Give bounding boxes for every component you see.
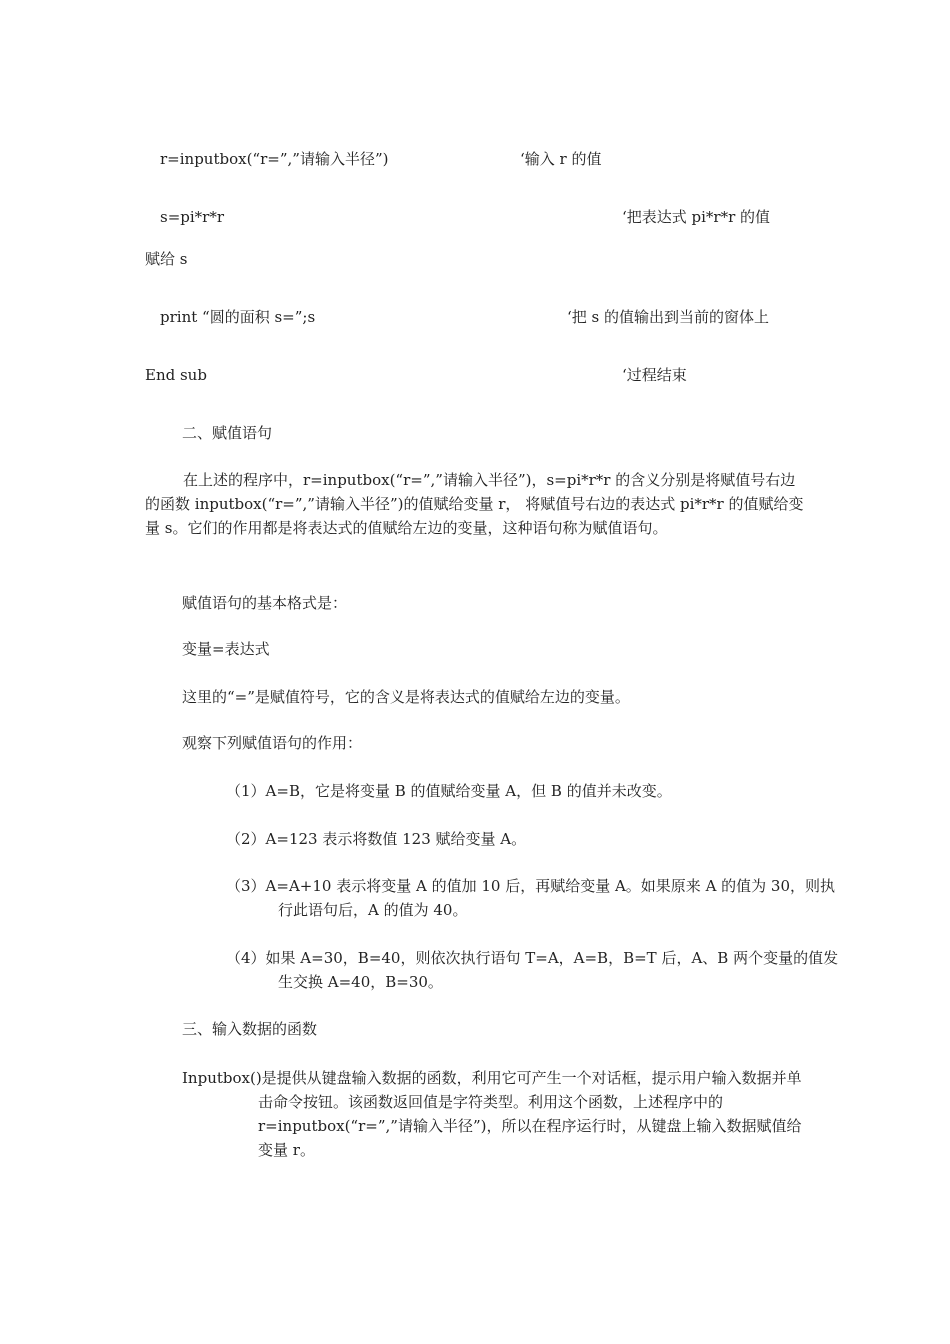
format-intro: 赋值语句的基本格式是： bbox=[182, 594, 348, 612]
code-comment-4: ‘过程结束 bbox=[622, 366, 687, 384]
list-item-4: （4）如果 A=30，B=40，则依次执行语句 T=A，A=B，B=T 后，A、B 两个变量的值发生交换 A=40，B=30。 bbox=[226, 949, 839, 991]
code-line-2: s=pi*r*r bbox=[160, 208, 225, 226]
code-line-1: r=inputbox(“r=”,”请输入半径”) bbox=[160, 150, 389, 168]
paragraph-inputbox: Inputbox()是提供从键盘输入数据的函数，利用它可产生一个对话框，提示用户输入数据并单击命令按钮。该函数返回值是字符类型。利用这个函数，上述程序中的 r=inputbox(“r=”,”请输入半径”)，所以在程序运行时，从键盘上输入数据赋值给变量 r。 bbox=[182, 1069, 802, 1159]
format-expression: 变量=表达式 bbox=[182, 640, 270, 658]
code-comment-3: ‘把 s 的值输出到当前的窗体上 bbox=[567, 308, 770, 326]
section-heading-input-function: 三、输入数据的函数 bbox=[182, 1020, 318, 1038]
list-item-1: （1）A=B，它是将变量 B 的值赋给变量 A，但 B 的值并未改变。 bbox=[226, 782, 672, 800]
paragraph-assignment-intro: 在上述的程序中，r=inputbox(“r=”,”请输入半径”)，s=pi*r*r 的含义分别是将赋值号右边的函数 inputbox(“r=”,”请输入半径”)的值赋给变量 r， 将赋值号右边的表达式 pi*r*r 的值赋给变量 s。它们的作用都是将表达式的值赋给左边的变量，这种语句称为赋值语句。 bbox=[145, 471, 804, 537]
code-comment-2-wrap: 赋给 s bbox=[145, 250, 188, 268]
list-item-3: （3）A=A+10 表示将变量 A 的值加 10 后，再赋给变量 A。如果原来 A 的值为 30，则执行此语句后，A 的值为 40。 bbox=[226, 877, 836, 919]
code-line-3: print “圆的面积 s=”;s bbox=[160, 308, 316, 326]
section-heading-assignment: 二、赋值语句 bbox=[182, 424, 273, 442]
list-item-2: （2）A=123 表示将数值 123 赋给变量 A。 bbox=[226, 830, 527, 848]
code-line-4: End sub bbox=[145, 366, 207, 384]
observe-intro: 观察下列赋值语句的作用： bbox=[182, 734, 363, 752]
code-comment-2: ‘把表达式 pi*r*r 的值 bbox=[622, 208, 771, 226]
assignment-explanation: 这里的“=”是赋值符号，它的含义是将表达式的值赋给左边的变量。 bbox=[182, 688, 630, 706]
code-comment-1: ‘输入 r 的值 bbox=[520, 150, 602, 168]
